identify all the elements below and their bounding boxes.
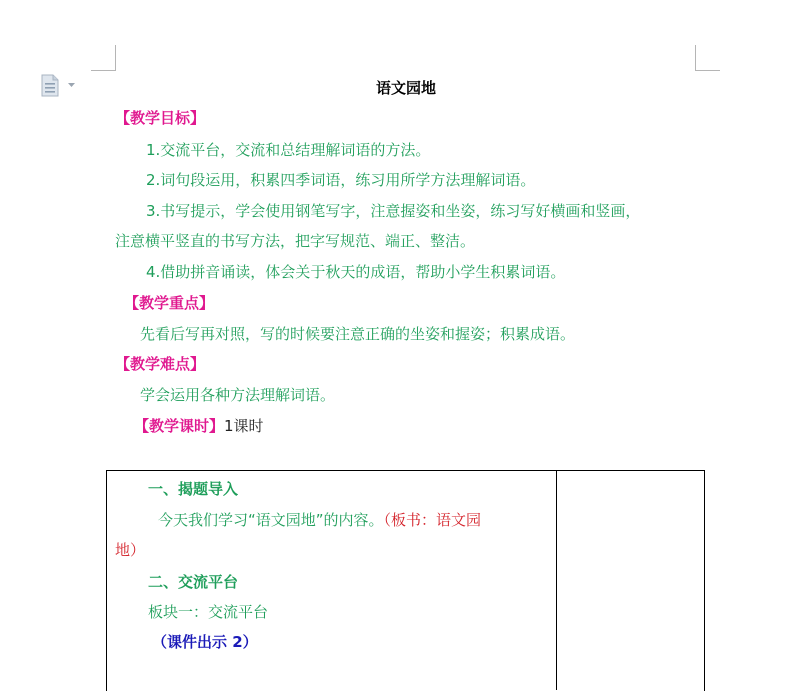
section2-title: 二、交流平台	[148, 573, 239, 591]
page-corner-mark-top-left	[91, 45, 116, 71]
section1-text	[158, 510, 481, 530]
difficulty-header: 【教学难点】	[115, 355, 206, 373]
hours-text: 1课时	[224, 417, 264, 435]
difficulty-text: 学会运用各种方法理解词语。	[140, 386, 336, 404]
section1-title: 一、揭题导入	[148, 480, 239, 498]
hours-line	[134, 416, 264, 436]
goal-header: 【教学目标】	[115, 109, 206, 127]
page-title: 语文园地	[375, 79, 436, 97]
section1-text-continued: 地）	[115, 541, 146, 559]
section2-note: （课件出示 2）	[152, 633, 258, 651]
goal-item-3-continued: 注意横平竖直的书写方法，把字写规范、端正、整洁。	[115, 232, 476, 250]
goal-item-4: 4.借助拼音诵读，体会关于秋天的成语，帮助小学生积累词语。	[146, 263, 566, 281]
key-text: 先看后写再对照，写的时候要注意正确的坐姿和握姿；积累成语。	[140, 325, 576, 343]
table-column-divider	[556, 470, 557, 690]
section1-text-b: （板书：语文园	[383, 511, 482, 529]
hours-header: 【教学课时】	[134, 417, 225, 435]
section1-text-a: 今天我们学习“语文园地”的内容。	[158, 511, 384, 529]
key-header: 【教学重点】	[124, 294, 215, 312]
page-corner-mark-top-right	[695, 45, 720, 71]
goal-item-1: 1.交流平台，交流和总结理解词语的方法。	[146, 141, 431, 159]
goal-item-3: 3.书写提示，学会使用钢笔写字，注意握姿和坐姿，练习写好横画和竖画，	[146, 202, 641, 220]
section2-subtitle: 板块一：交流平台	[148, 603, 269, 621]
goal-item-2: 2.词句段运用，积累四季词语，练习用所学方法理解词语。	[146, 171, 536, 189]
